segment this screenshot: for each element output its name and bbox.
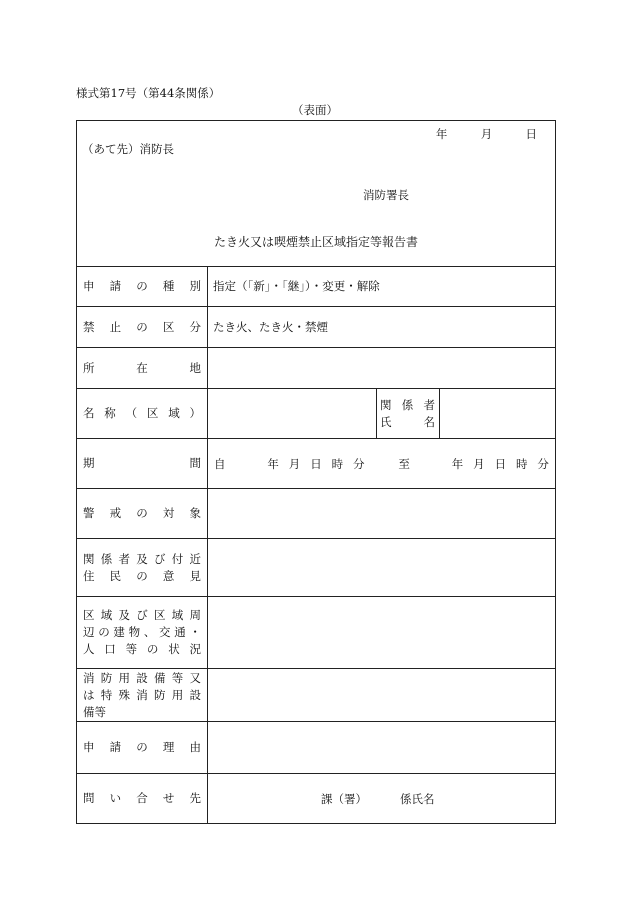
period-from-year: 年 xyxy=(267,456,279,471)
label-char: 期 xyxy=(83,456,95,470)
security-target-label-cell xyxy=(77,489,208,538)
row-fire-equipment xyxy=(77,669,555,722)
label-char: 防 xyxy=(100,670,113,685)
label-char: 及 xyxy=(118,608,130,622)
label-char: 警 xyxy=(83,506,95,520)
label-char: 関 xyxy=(380,397,392,412)
label-char: 口 xyxy=(104,642,116,656)
fire-equipment-label-line2 xyxy=(83,687,201,704)
residents-opinion-field[interactable] xyxy=(208,539,555,596)
period-label-cell xyxy=(77,439,208,488)
label-char: 申 xyxy=(83,278,95,293)
label-char: の xyxy=(98,625,110,639)
label-char: 申 xyxy=(83,740,95,754)
location-label-cell xyxy=(77,348,208,388)
label-char: の xyxy=(136,568,148,583)
label-char: の xyxy=(136,740,148,754)
label-char: 在 xyxy=(136,360,148,375)
row-security-target xyxy=(77,489,555,539)
form-number: 様式第17号（第44条関係） xyxy=(76,86,221,100)
row-prohibition-category xyxy=(77,307,555,348)
period-from-day: 日 xyxy=(310,456,322,471)
label-char: 、 xyxy=(143,625,156,639)
label-char: 見 xyxy=(189,568,201,583)
area-situation-field[interactable] xyxy=(208,597,555,668)
label-char: の xyxy=(136,319,148,334)
area-situation-label-cell xyxy=(77,597,208,668)
label-char: 区 xyxy=(146,406,159,420)
label-char: 辺 xyxy=(83,625,95,639)
period-field[interactable] xyxy=(208,439,555,488)
label-char: い xyxy=(109,791,122,805)
label-char: 区 xyxy=(83,608,95,622)
label-char: 又 xyxy=(189,670,201,685)
label-char: 近 xyxy=(189,551,201,566)
contact-label xyxy=(83,790,201,807)
label-char: 防 xyxy=(154,687,166,702)
row-period xyxy=(77,439,555,489)
row-name-area xyxy=(77,389,555,439)
label-char: 備 xyxy=(154,670,166,685)
label-char: 象 xyxy=(189,506,201,520)
label-char: 請 xyxy=(109,278,122,293)
label-char: 由 xyxy=(189,740,201,754)
security-target-field[interactable] xyxy=(208,489,555,538)
area-situation-label-line1 xyxy=(83,607,201,624)
label-char: 付 xyxy=(171,551,184,566)
prohibition-category-label xyxy=(83,319,201,336)
label-char: 理 xyxy=(162,740,175,754)
label-char: 意 xyxy=(162,568,175,583)
name-area-label xyxy=(83,405,201,422)
date-line xyxy=(436,126,537,142)
label-char: 域 xyxy=(100,608,113,622)
label-char: 問 xyxy=(83,791,95,805)
label-char: 止 xyxy=(109,319,122,334)
label-char: 及 xyxy=(136,551,148,566)
form-header xyxy=(77,121,555,267)
contact-section-label: 課（署） xyxy=(321,791,367,806)
row-location xyxy=(77,348,555,389)
label-char: 者 xyxy=(423,397,435,412)
period-to-marker: 至 xyxy=(398,456,410,471)
row-area-situation xyxy=(77,597,555,669)
label-char: 名 xyxy=(83,406,95,420)
side-label: （表面） xyxy=(292,103,338,117)
related-person-label-line2 xyxy=(380,414,435,431)
label-char: 消 xyxy=(136,687,148,702)
row-contact xyxy=(77,774,555,823)
period-to-minute: 分 xyxy=(537,456,549,471)
label-char: 先 xyxy=(189,791,201,805)
application-type-label-cell xyxy=(77,266,208,306)
residents-opinion-label-line2 xyxy=(83,568,201,585)
fire-equipment-label-line3: 備等 xyxy=(83,704,106,719)
fire-equipment-label-cell xyxy=(77,669,208,721)
label-char: 建 xyxy=(113,625,125,639)
fire-equipment-label-line1 xyxy=(83,670,201,687)
label-char: 地 xyxy=(189,360,201,375)
location-field[interactable] xyxy=(208,348,555,388)
area-situation-label-line3 xyxy=(83,641,201,658)
period-from-hour: 時 xyxy=(331,456,344,471)
contact-field[interactable] xyxy=(208,774,555,823)
label-char: ） xyxy=(189,406,201,420)
period-from-marker: 自 xyxy=(214,456,226,471)
area-situation-label-line2 xyxy=(83,624,201,641)
label-char: 用 xyxy=(171,687,184,702)
label-char: 者 xyxy=(118,551,130,566)
label-char: せ xyxy=(162,791,175,805)
label-char: 区 xyxy=(154,608,166,622)
label-char: 域 xyxy=(168,406,180,420)
label-char: 消 xyxy=(83,670,95,685)
label-char: 間 xyxy=(189,456,201,470)
period-from-month: 月 xyxy=(288,456,301,471)
label-char: 殊 xyxy=(118,687,130,702)
label-char: 称 xyxy=(104,406,116,420)
reason-field[interactable] xyxy=(208,722,555,773)
label-char: 係 xyxy=(100,551,113,566)
label-char: 用 xyxy=(118,670,130,685)
label-char: 係 xyxy=(401,397,414,412)
application-type-label xyxy=(83,278,201,295)
label-char: （ xyxy=(125,406,138,420)
prohibition-category-label-cell xyxy=(77,307,208,347)
label-char: 区 xyxy=(162,319,175,334)
label-char: 対 xyxy=(162,506,175,520)
row-residents-opinion xyxy=(77,539,555,597)
label-char: 所 xyxy=(83,360,95,375)
label-char: の xyxy=(146,642,159,656)
label-char: の xyxy=(136,278,148,293)
related-person-label-line1 xyxy=(380,397,435,414)
label-char: び xyxy=(136,608,148,622)
label-char: の xyxy=(136,506,148,520)
label-char: 等 xyxy=(125,642,138,656)
label-char: は xyxy=(83,687,95,702)
label-char: 戒 xyxy=(109,506,122,520)
label-char: 氏 xyxy=(380,414,392,429)
application-type-value[interactable]: 指定（「新」・「継」）・変更・解除 xyxy=(213,279,380,293)
addressee: （あて先）消防長 xyxy=(82,142,174,156)
date-day-label: 日 xyxy=(525,127,537,141)
period-from-minute: 分 xyxy=(353,456,365,471)
fire-station-chief: 消防署長 xyxy=(363,188,409,202)
period-label xyxy=(83,455,201,472)
label-char: 物 xyxy=(128,625,141,639)
label-char: 状 xyxy=(168,642,180,656)
label-char: 禁 xyxy=(83,319,95,334)
label-char: 等 xyxy=(171,670,184,685)
related-person-label xyxy=(376,389,439,438)
label-char: 設 xyxy=(189,687,201,702)
label-char: 種 xyxy=(162,278,175,293)
label-char: 請 xyxy=(109,740,122,754)
label-char: 域 xyxy=(171,608,184,622)
date-year-label: 年 xyxy=(435,127,448,141)
label-char: 名 xyxy=(423,414,435,429)
residents-opinion-label-line1 xyxy=(83,551,201,568)
row-application-type xyxy=(77,266,555,307)
fire-equipment-field[interactable] xyxy=(208,669,555,721)
name-area-label-cell xyxy=(77,389,208,438)
period-to-month: 月 xyxy=(473,456,485,471)
location-label xyxy=(83,360,201,377)
contact-label-cell xyxy=(77,774,208,823)
label-char: 周 xyxy=(189,608,201,622)
label-char: 特 xyxy=(100,687,113,702)
reason-label xyxy=(83,739,201,756)
name-area-field[interactable] xyxy=(208,389,375,438)
label-char: 分 xyxy=(189,319,201,334)
label-char: 設 xyxy=(136,670,148,685)
related-person-name-field[interactable] xyxy=(440,389,555,438)
label-char: び xyxy=(154,551,166,566)
label-char: 交 xyxy=(159,625,171,639)
form-title: たき火又は喫煙禁止区域指定等報告書 xyxy=(213,235,418,249)
row-reason xyxy=(77,722,555,774)
label-char: 況 xyxy=(189,642,201,656)
period-to-day: 日 xyxy=(494,456,507,471)
label-char: 民 xyxy=(109,568,122,583)
prohibition-category-value[interactable]: たき火、たき火・禁煙 xyxy=(213,320,328,334)
label-char: 通 xyxy=(174,625,186,639)
report-form xyxy=(76,120,556,824)
label-char: 住 xyxy=(83,568,95,583)
label-char: ・ xyxy=(189,625,201,639)
contact-person-label: 係氏名 xyxy=(400,791,435,806)
label-char: 人 xyxy=(83,642,95,656)
period-to-year: 年 xyxy=(451,456,464,471)
label-char: 別 xyxy=(189,278,201,293)
date-month-label: 月 xyxy=(480,127,493,141)
security-target-label xyxy=(83,505,201,522)
reason-label-cell xyxy=(77,722,208,773)
label-char: 合 xyxy=(136,791,148,805)
label-char: 関 xyxy=(83,551,95,566)
residents-opinion-label-cell xyxy=(77,539,208,596)
period-to-hour: 時 xyxy=(515,456,528,471)
